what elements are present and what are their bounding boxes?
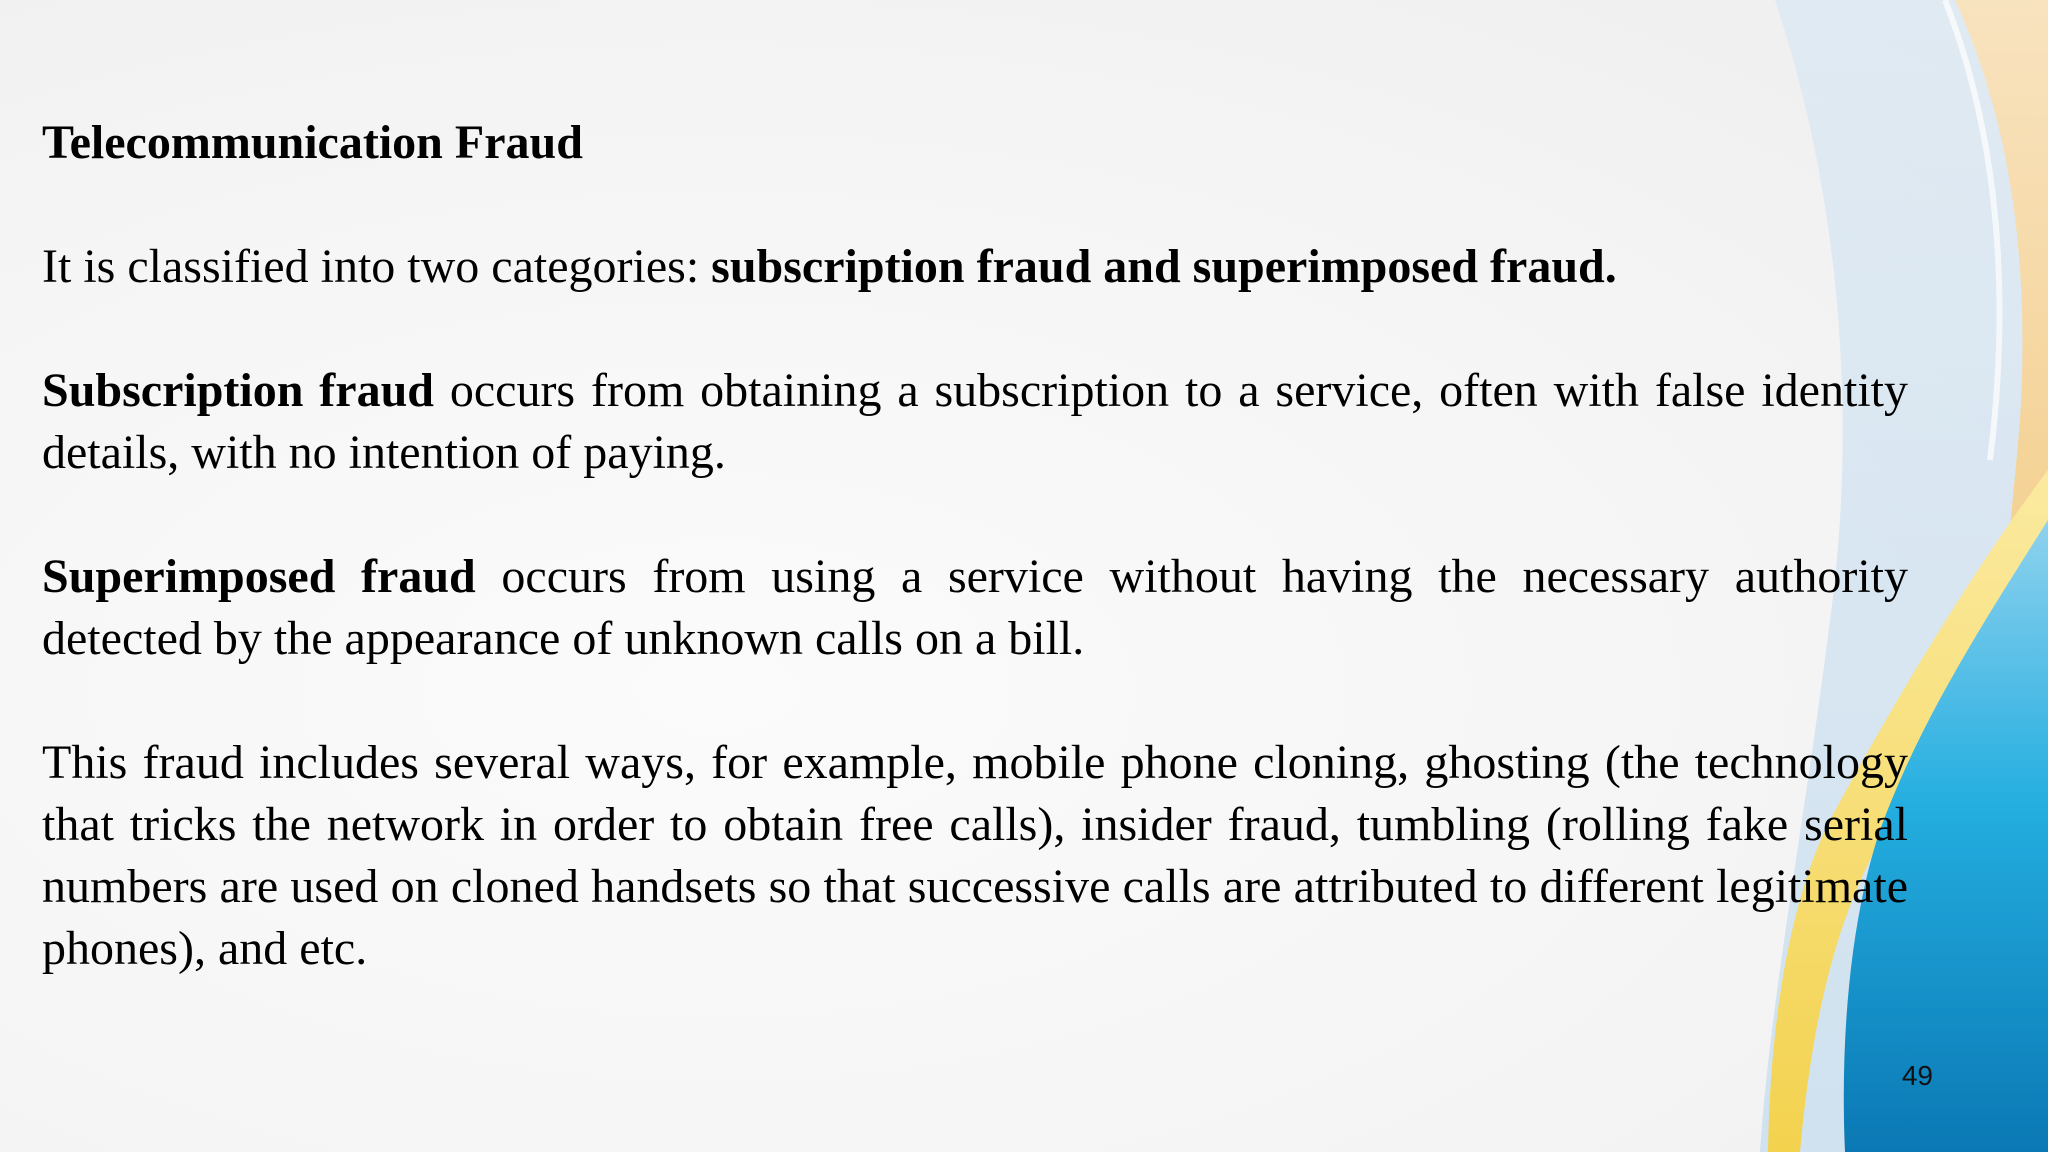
- intro-bold-text: subscription fraud and superimposed fraud.: [711, 240, 1617, 293]
- intro-paragraph: [42, 236, 1908, 298]
- superimposed-fraud-text: occurs from using a service without having the necessary authority detected by the appearance of unknown calls on a bill.: [42, 550, 1908, 665]
- slide-title: Telecommunication Fraud: [42, 116, 583, 169]
- slide-content: [42, 112, 1908, 980]
- superimposed-fraud-term: Superimposed fraud: [42, 550, 476, 603]
- fraud-examples-paragraph: This fraud includes several ways, for example, mobile phone cloning, ghosting (the technology that tricks the network in order to obtain free calls), insider fraud, tumbling (rolling fake serial numbers are used on cloned handsets so that successive calls are attributed to different legitimate phones), and etc.: [42, 736, 1908, 975]
- page-number: 49: [1901, 1060, 1933, 1091]
- subscription-fraud-text: occurs from obtaining a subscription to a service, often with false identity details, with no intention of paying.: [42, 364, 1908, 479]
- intro-text: It is classified into two categories:: [42, 240, 712, 293]
- subscription-fraud-term: Subscription fraud: [42, 364, 434, 417]
- subscription-fraud-paragraph: [42, 360, 1908, 484]
- superimposed-fraud-paragraph: [42, 546, 1908, 670]
